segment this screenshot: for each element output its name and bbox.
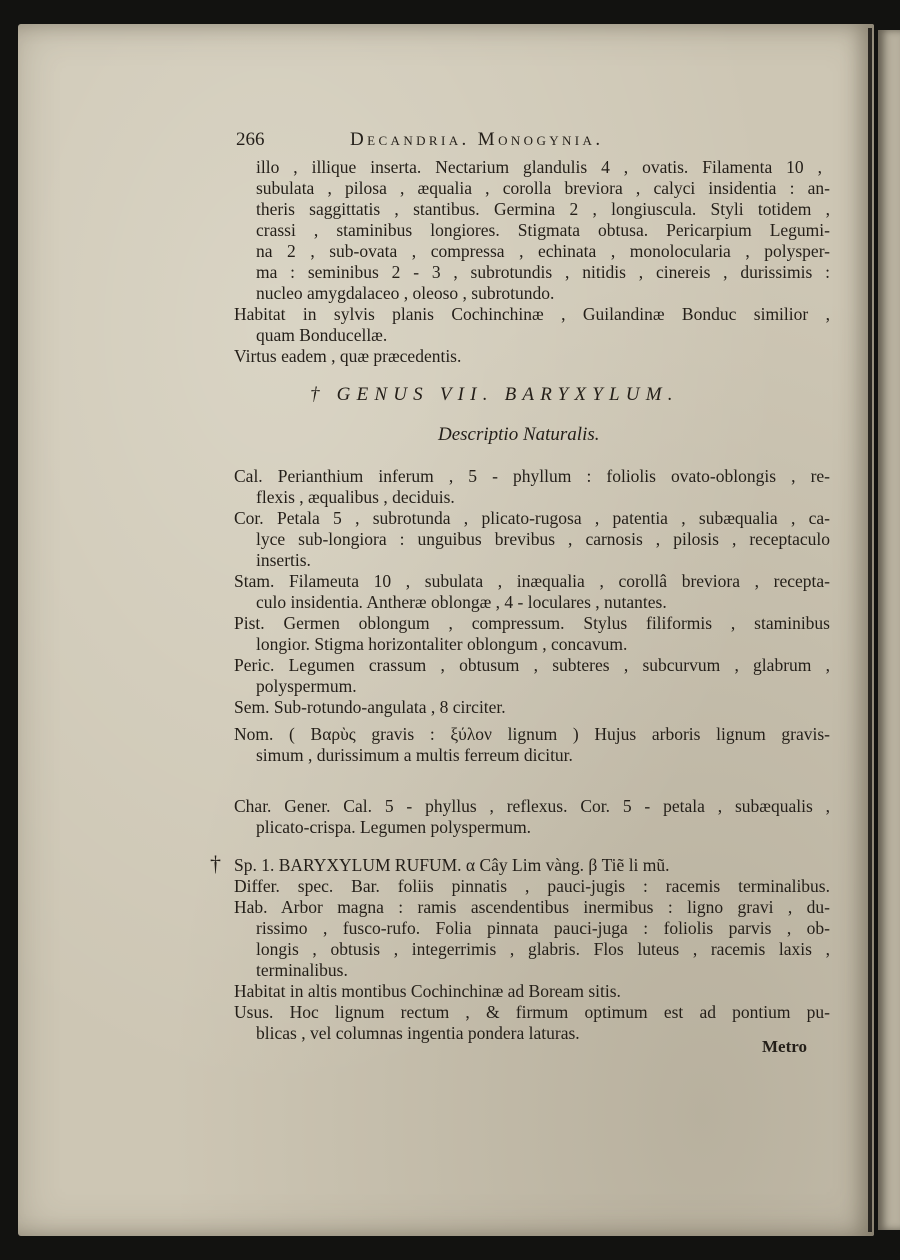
text-line: Differ. spec. Bar. foliis pinnatis , pauci-jugis : racemis terminalibus.	[234, 876, 830, 896]
text-line: crassi , staminibus longiores. Stigmata obtusa. Pericarpium Legumi-	[256, 220, 830, 240]
text-line: rissimo , fusco-rufo. Folia pinnata pauci-juga : foliolis parvis , ob-	[256, 918, 830, 938]
text-line: Stam. Filameuta 10 , subulata , inæqualia , corollâ breviora , recepta-	[234, 571, 830, 591]
text-line: illo , illique inserta. Nectarium glandulis 4 , ovatis. Filamenta 10 ,	[256, 157, 822, 177]
text-line: Habitat in sylvis planis Cochinchinæ , Guilandinæ Bonduc similior ,	[234, 304, 830, 324]
text-line: polyspermum.	[256, 676, 357, 696]
text-line: Usus. Hoc lignum rectum , & firmum optimum est ad pontium pu-	[234, 1002, 830, 1022]
text-line: culo insidentia. Antheræ oblongæ , 4 - loculares , nutantes.	[256, 592, 667, 612]
catchword: Metro	[762, 1037, 807, 1056]
genus-marker: †	[310, 384, 326, 405]
text-line: flexis , æqualibus , deciduis.	[256, 487, 455, 507]
text-line: plicato-crispa. Legumen polyspermum.	[256, 817, 532, 837]
text-line: Cor. Petala 5 , subrotunda , plicato-rugosa , patentia , subæqualia , ca-	[234, 508, 830, 528]
text-line: ma : seminibus 2 - 3 , subrotundis , nitidis , cinereis , durissimis :	[256, 262, 830, 282]
text-line: quam Bonducellæ.	[256, 325, 388, 345]
text-line: Cal. Perianthium inferum , 5 - phyllum : foliolis ovato-oblongis , re-	[234, 466, 830, 486]
text-line: subulata , pilosa , æqualia , corolla breviora , calyci insidentia : an-	[256, 178, 830, 198]
text-line: theris saggittatis , stantibus. Germina 2 , longiuscula. Styli totidem ,	[256, 199, 830, 219]
text-line: longis , obtusis , integerrimis , glabris. Flos luteus , racemis laxis ,	[256, 939, 830, 959]
running-header	[236, 129, 774, 151]
text-line: Habitat in altis montibus Cochinchinæ ad Boream sitis.	[234, 981, 621, 1001]
genus-title: GENUS VII. BARYXYLUM.	[336, 384, 679, 405]
text-line: Sp. 1. BARYXYLUM RUFUM. α Cây Lim vàng. β Tiẽ li mũ.	[234, 855, 670, 875]
description-heading: Descriptio Naturalis.	[438, 424, 600, 445]
text-line: longior. Stigma horizontaliter oblongum , concavum.	[256, 634, 628, 654]
text-line: Hab. Arbor magna : ramis ascendentibus inermibus : ligno gravi , du-	[234, 897, 830, 917]
text-line: terminalibus.	[256, 960, 348, 980]
running-title: Decandria. Monogynia.	[350, 129, 604, 150]
text-line: Char. Gener. Cal. 5 - phyllus , reflexus. Cor. 5 - petala , subæqualis ,	[234, 796, 830, 816]
text-line: Sem. Sub-rotundo-angulata , 8 circiter.	[234, 697, 506, 717]
text-line: simum , durissimum a multis ferreum dicitur.	[256, 745, 573, 765]
text-line: Virtus eadem , quæ præcedentis.	[234, 346, 462, 366]
text-line: Peric. Legumen crassum , obtusum , subteres , subcurvum , glabrum ,	[234, 655, 830, 675]
text-line: Pist. Germen oblongum , compressum. Stylus filiformis , staminibus	[234, 613, 830, 633]
text-line: blicas , vel columnas ingentia pondera laturas.	[256, 1023, 580, 1043]
genus-heading	[310, 384, 764, 406]
species-marker: †	[210, 851, 221, 876]
text-line: na 2 , sub-ovata , compressa , echinata , monolocularia , polysper-	[256, 241, 830, 261]
text-line: lyce sub-longiora : unguibus brevibus , carnosis , pilosis , receptaculo	[256, 529, 830, 549]
text-line: Nom. ( Βαρὺς gravis : ξύλον lignum ) Hujus arboris lignum gravis-	[234, 724, 830, 744]
page-number: 266	[236, 129, 265, 150]
text-line: nucleo amygdalaceo , oleoso , subrotundo.	[256, 283, 555, 303]
text-line: insertis.	[256, 550, 311, 570]
